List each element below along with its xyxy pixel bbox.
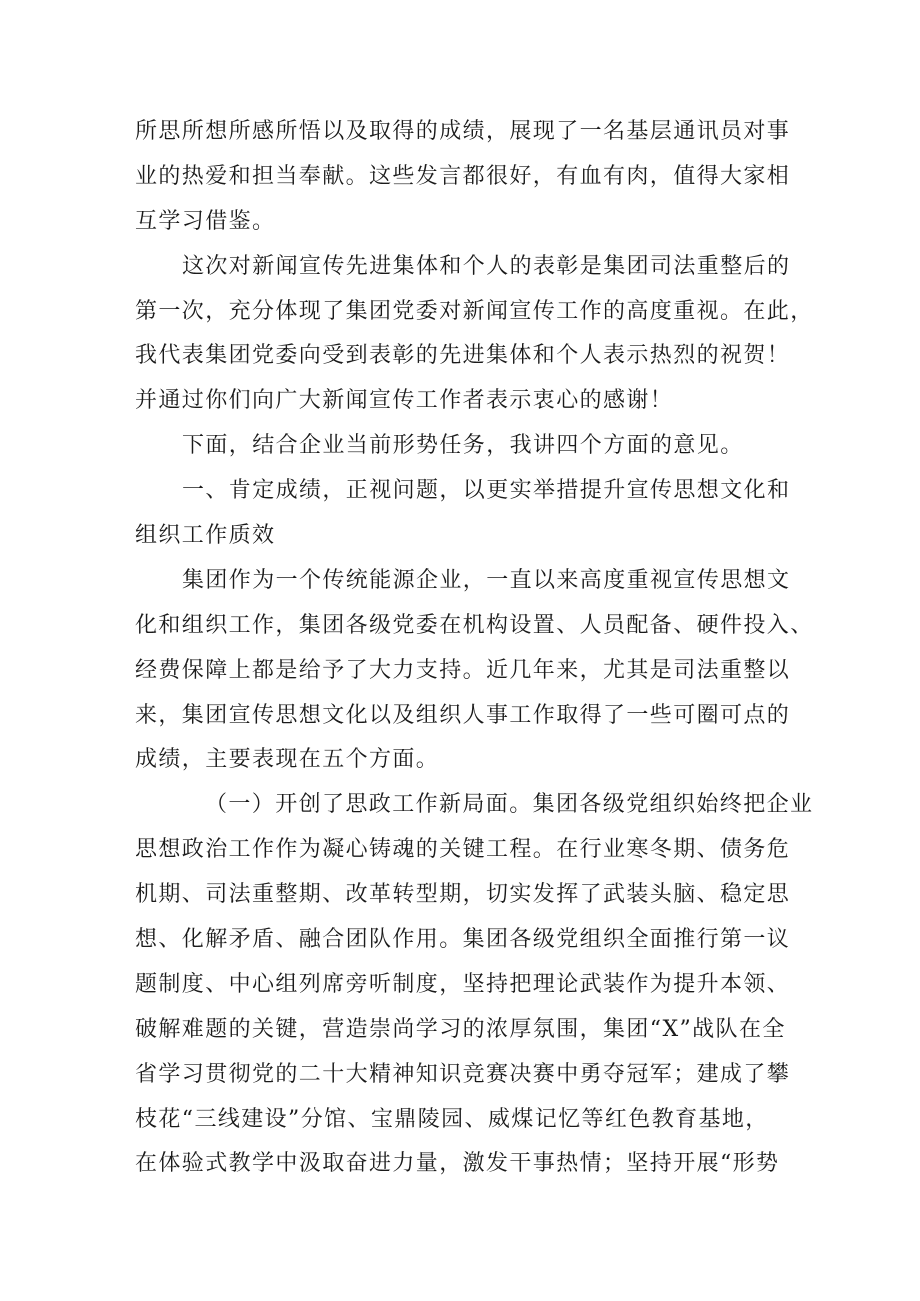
text-line-22: 省学习贯彻党的二十大精神知识竞赛决赛中勇夺冠军；建成了攀 [135, 1061, 791, 1087]
text-line-19: 想、化解矛盾、融合团队作用。集团各级党组织全面推行第一议 [135, 927, 791, 953]
text-line-21: 破解难题的关键，营造崇尚学习的浓厚氛围，集团“X”战队在全 [135, 1016, 786, 1042]
text-line-3: 互学习借鉴。 [135, 208, 276, 234]
text-line-20: 题制度、中心组列席旁听制度，坚持把理论武装作为提升本领、 [135, 971, 791, 997]
text-line-2: 业的热爱和担当奉献。这些发言都很好，有血有肉，值得大家相 [135, 163, 791, 189]
subsection-line-1: （一）开创了思政工作新局面。集团各级党组织始终把企业 [205, 792, 814, 818]
text-line-13: 经费保障上都是给予了大力支持。近几年来，尤其是司法重整以 [135, 657, 791, 683]
text-line-23: 枝花“三线建设”分馆、宝鼎陵园、威煤记忆等红色教育基地， [135, 1106, 769, 1132]
text-line-5: 第一次，充分体现了集团党委对新闻宣传工作的高度重视。在此， [135, 298, 814, 324]
text-line-18: 机期、司法重整期、改革转型期，切实发挥了武装头脑、稳定思 [135, 882, 791, 908]
text-line-11: 集团作为一个传统能源企业，一直以来高度重视宣传思想文 [182, 567, 791, 593]
text-line-14: 来，集团宣传思想文化以及组织人事工作取得了一些可圈可点的 [135, 702, 791, 728]
text-line-24: 在体验式教学中汲取奋进力量，激发干事热情；坚持开展“形势 [135, 1151, 780, 1177]
section-heading-line-1: 一、肯定成绩，正视问题，以更实举措提升宣传思想文化和 [182, 478, 791, 504]
text-line-8: 下面，结合企业当前形势任务，我讲四个方面的意见。 [182, 433, 744, 459]
text-line-1: 所思所想所感所悟以及取得的成绩，展现了一名基层通讯员对事 [135, 119, 791, 144]
text-line-12: 化和组织工作，集团各级党委在机构设置、人员配备、硬件投入、 [135, 612, 814, 638]
section-heading-line-2: 组织工作质效 [135, 523, 276, 549]
text-line-7: 并通过你们向广大新闻宣传工作者表示衷心的感谢！ [135, 388, 674, 414]
body-text [135, 110, 814, 1187]
text-line-15: 成绩，主要表现在五个方面。 [135, 747, 440, 773]
text-line-6: 我代表集团党委向受到表彰的先进集体和个人表示热烈的祝贺！ [135, 343, 791, 369]
text-line-4: 这次对新闻宣传先进集体和个人的表彰是集团司法重整后的 [182, 253, 791, 279]
text-line-17: 思想政治工作作为凝心铸魂的关键工程。在行业寒冬期、债务危 [135, 837, 791, 863]
